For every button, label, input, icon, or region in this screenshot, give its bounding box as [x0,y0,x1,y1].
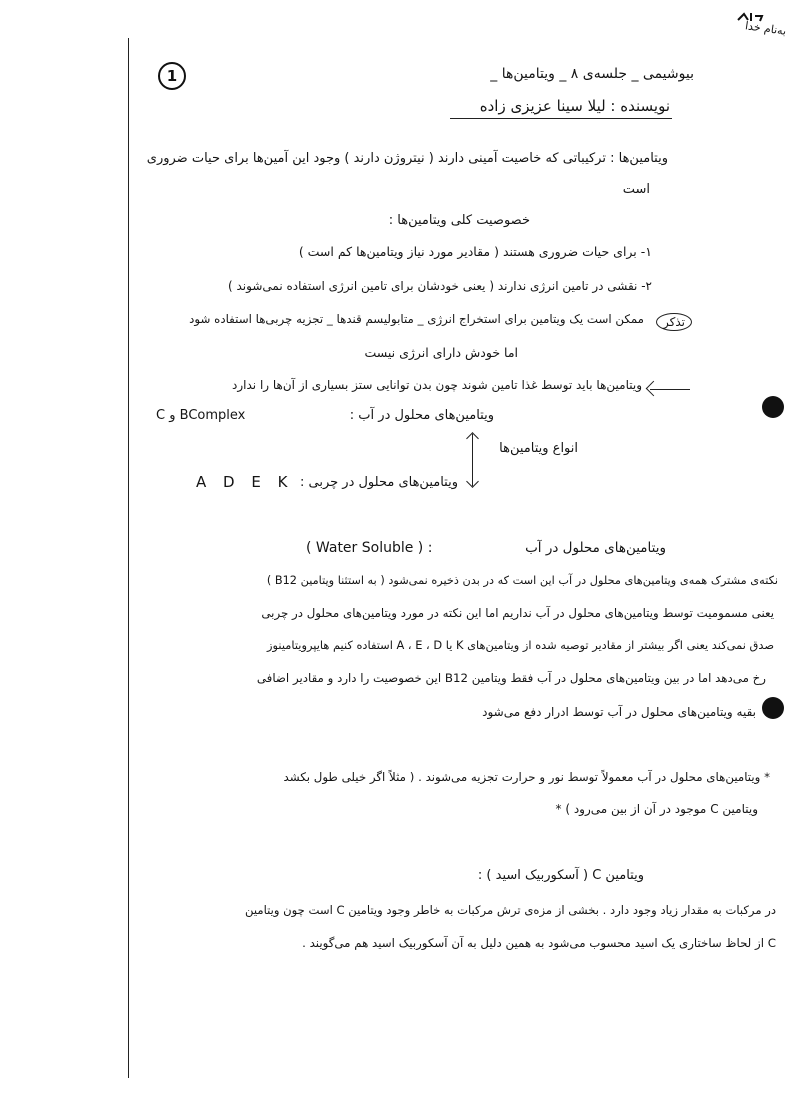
punch-hole [762,396,784,418]
body-line: صدق نمی‌کند یعنی اگر بیشتر از مقادیر توصیه شده از ویتامین‌های K یا A ، E ، D استفاده کنیم هایپرویتامینوز [267,638,774,652]
course-title: بیوشیمی _ جلسه‌ی ۸ _ ویتامین‌ها _ [490,66,694,82]
punch-hole [762,697,784,719]
water-section-heading-en: ( Water Soluble ) : [306,540,433,556]
water-section-heading: ویتامین‌های محلول در آب [525,540,666,556]
body-line: یعنی مسمومیت توسط ویتامین‌های محلول در آب نداریم اما این نکته در مورد ویتامین‌های محلول در چربی [261,606,774,620]
feature-item: ۱- برای حیات ضروری هستند ( مقادیر مورد نیاز ویتامین‌ها کم است ) [298,244,652,259]
body-line: رخ می‌دهد اما در بین ویتامین‌های محلول در آب فقط ویتامین B12 این خصوصیت را دارد و مقادیر اضافی [256,671,766,685]
brace-icon [472,434,487,486]
star-note-line: * ویتامین‌های محلول در آب معمولاً توسط نور و حرارت تجزیه می‌شوند . ( مثلاً اگر خیلی طول بکشد [283,770,770,784]
food-note: ویتامین‌ها باید توسط غذا تامین شوند چون بدن توانایی ستز بسیاری از آن‌ها را ندارد [232,378,642,392]
fat-soluble-label: ویتامین‌های محلول در چربی : [299,475,458,490]
definition-line: است [622,182,650,197]
author-underline [450,118,672,119]
types-label: انواع ویتامین‌ها [499,441,578,456]
features-heading: خصوصیت کلی ویتامین‌ها : [388,213,530,228]
vitamin-c-heading: ویتامین C ( آسکوربیک اسید ) : [477,868,644,883]
note-line: اما خودش دارای انرژی نیست [364,345,518,360]
body-line: بقیه ویتامین‌های محلول در آب توسط ادرار دفع می‌شود [482,705,756,719]
margin-line [128,38,129,1078]
fat-soluble-value: A D E K [196,473,294,491]
star-note-line: ویتامین C موجود در آن از بین می‌رود ) * [555,802,758,816]
body-line: نکته‌ی مشترک همه‌ی ویتامین‌های محلول در آب این است که در بدن ذخیره نمی‌شود ( به استثنا ویتامین B12 ) [266,574,778,587]
water-soluble-value: C و BComplex [156,408,246,423]
feature-item: ۲- نقشی در تامین انرژی ندارند ( یعنی خودشان برای تامین انرژی استفاده نمی‌شوند ) [228,279,652,293]
note-label: تذکر [656,313,692,331]
basmala: به‌نام خدا [743,19,787,38]
page-number: 1 [158,62,186,90]
body-line: C از لحاظ ساختاری یک اسید محسوب می‌شود به همین دلیل به آن آسکوربیک اسید هم می‌گویند . [302,936,776,950]
water-soluble-label: ویتامین‌های محلول در آب : [349,408,494,423]
author-line: نویسنده : لیلا سینا عزیزی زاده [479,97,670,115]
definition-line: ویتامین‌ها : ترکیباتی که خاصیت آمینی دارند ( نیتروژن دارند ) وجود این آمین‌ها برای حیات ضروری [146,151,668,166]
body-line: در مرکبات به مقدار زیاد وجود دارد . بخشی از مزه‌ی ترش مرکبات به خاطر وجود ویتامین C است چون ویتامین [245,903,776,917]
note-line: ممکن است یک ویتامین برای استخراج انرژی _ متابولیسم قندها _ تجزیه چربی‌ها استفاده شود [189,312,644,326]
arrow-head-icon [646,381,662,397]
